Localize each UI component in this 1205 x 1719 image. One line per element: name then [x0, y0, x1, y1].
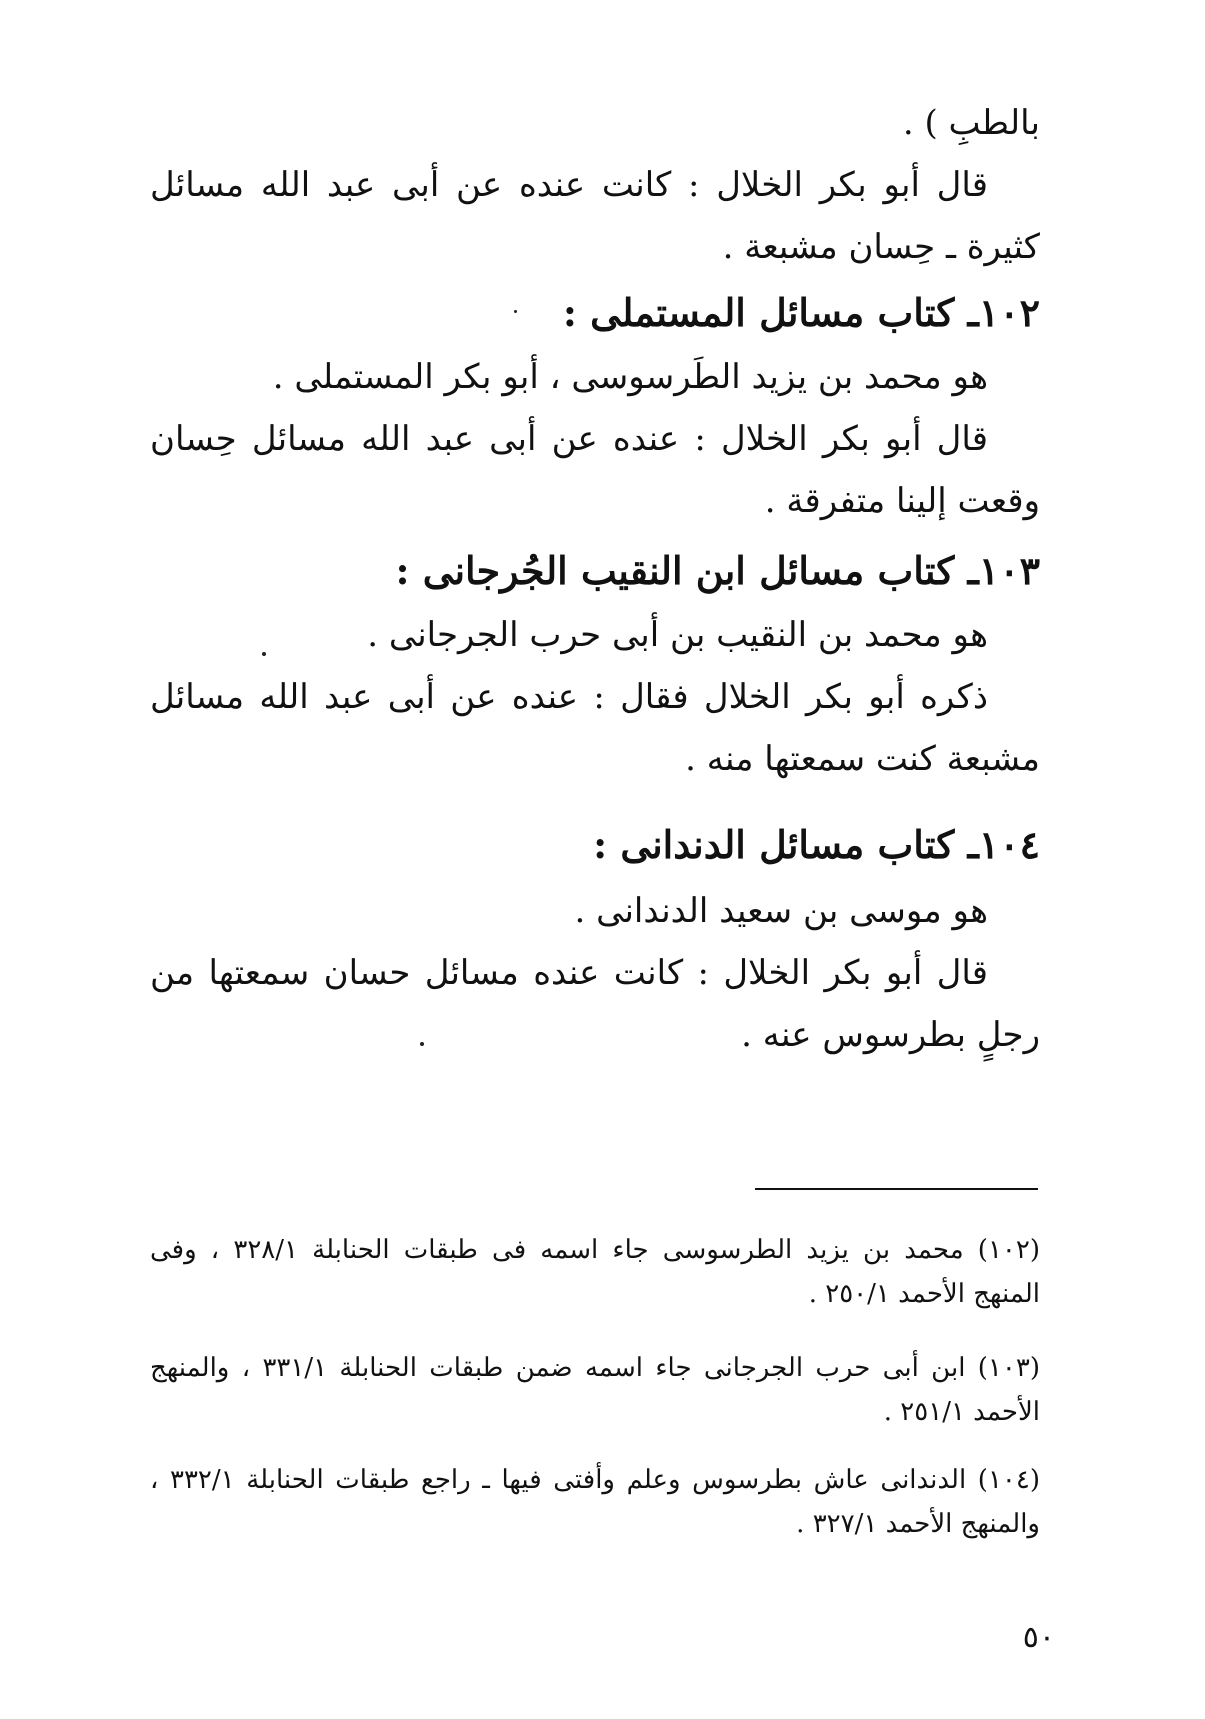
- footnote-103: (١٠٣) ابن أبى حرب الجرجانى جاء اسمه ضمن طبقات الحنابلة ٣٣١/١ ، والمنهج الأحمد ٢٥١/١ .: [150, 1353, 1040, 1427]
- page-number: ٥٠: [1022, 1620, 1055, 1655]
- paragraph-khallal-101: قال أبو بكر الخلال : كانت عنده عن أبى عبد الله مسائل كثيرة ـ حِسان مشبعة .: [150, 165, 1040, 267]
- section-heading-103: ١٠٣ـ كتاب مسائل ابن النقيب الجُرجانى :: [395, 548, 1040, 593]
- section-heading-102: ١٠٢ـ كتاب مسائل المستملى :: [562, 290, 1040, 335]
- paragraph-identity-102: هو محمد بن يزيد الطَرسوسى ، أبو بكر المستملى .: [272, 357, 988, 397]
- paragraph-identity-103: هو محمد بن النقيب بن أبى حرب الجرجانى .: [367, 615, 988, 655]
- paragraph-identity-104: هو موسى بن سعيد الدندانى .: [574, 891, 988, 931]
- paragraph-khallal-102: قال أبو بكر الخلال : عنده عن أبى عبد الله مسائل حِسان وقعت إلينا متفرقة .: [150, 419, 1040, 521]
- scan-speck: [262, 652, 266, 656]
- scan-speck: [514, 310, 517, 313]
- footnote-104: (١٠٤) الدندانى عاش بطرسوس وعلم وأفتى فيها ـ راجع طبقات الحنابلة ٣٣٢/١ ، والمنهج الأحمد ٣٢٧/١ .: [150, 1465, 1041, 1539]
- paragraph-khallal-104: قال أبو بكر الخلال : كانت عنده مسائل حسان سمعتها من رجلٍ بطرسوس عنه .: [150, 953, 1040, 1055]
- footnote-separator: [755, 1188, 1038, 1190]
- footnote-102: (١٠٢) محمد بن يزيد الطرسوسى جاء اسمه فى طبقات الحنابلة ٣٢٨/١ ، وفى المنهج الأحمد ٢٥٠/١ .: [150, 1235, 1040, 1309]
- section-heading-104: ١٠٤ـ كتاب مسائل الدندانى :: [593, 822, 1040, 867]
- scan-speck: [420, 1042, 424, 1046]
- paragraph-khallal-103: ذكره أبو بكر الخلال فقال : عنده عن أبى عبد الله مسائل مشبعة كنت سمعتها منه .: [150, 677, 1040, 779]
- paragraph-continuation: بالطبِ ) .: [902, 103, 1040, 143]
